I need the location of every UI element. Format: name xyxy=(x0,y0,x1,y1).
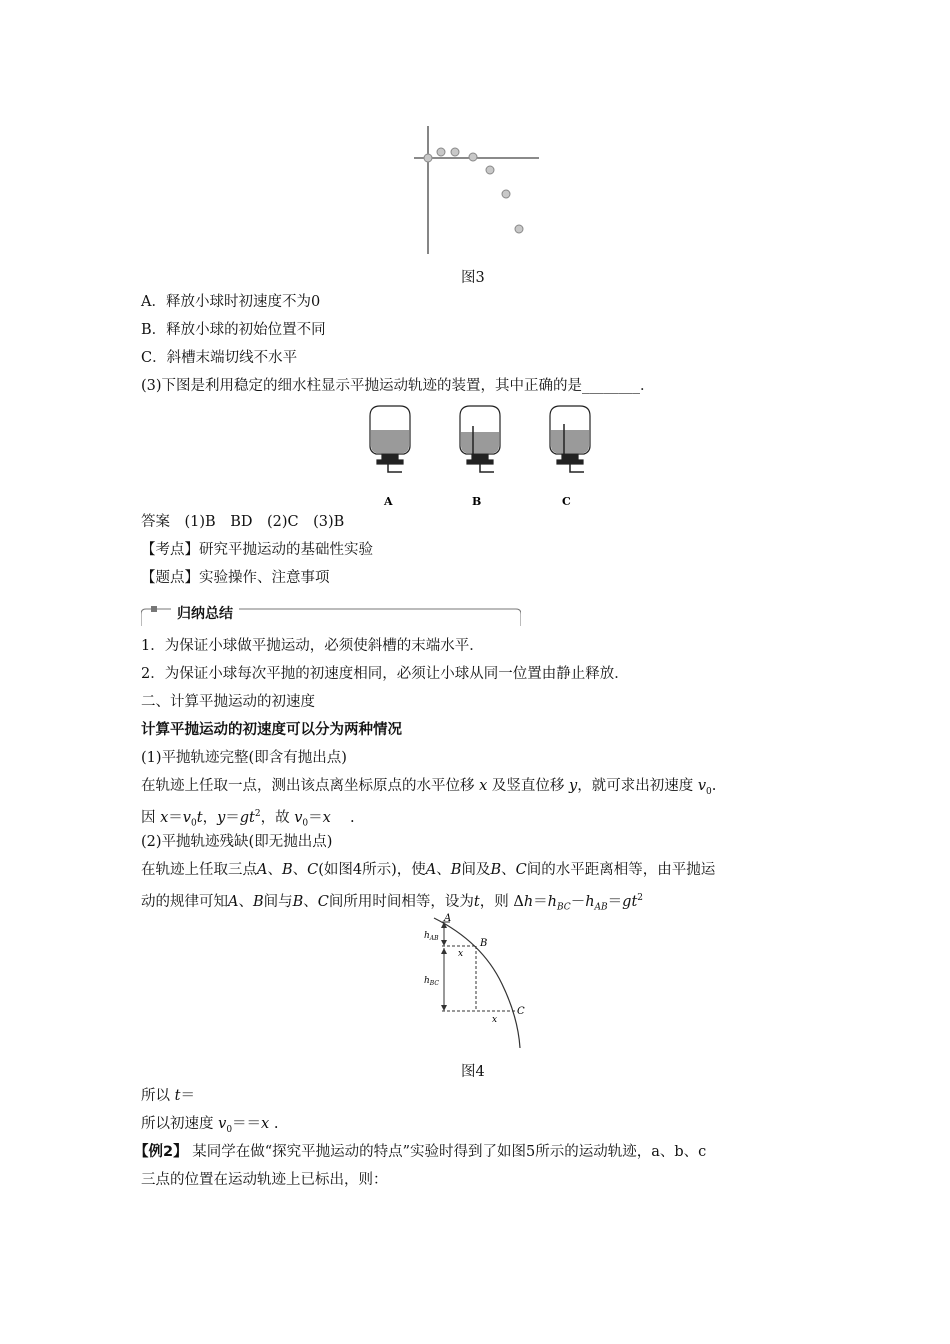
conclusion-1: 所以 t＝ xyxy=(141,1088,195,1104)
case-1-formula: 因 $x=v_0t$，$y=gt^2$，故 $v_0=x$ . xyxy=(141,809,355,829)
ball-7 xyxy=(515,225,523,233)
example-2-tag: 【例2】 xyxy=(134,1144,188,1160)
ball-1 xyxy=(424,154,432,162)
case-2-line-1: 在轨迹上任取三点A、B、C(如图4所示)，使A、B间及B、C间的水平距离相等，由平抛运 xyxy=(141,862,716,878)
bottle-c xyxy=(550,406,590,472)
bottle-label-c: C xyxy=(562,495,571,508)
summary-title: 归纳总结 xyxy=(171,603,239,623)
bottle-label-b: B xyxy=(472,495,482,508)
example-2-line-1: 【例2】 某同学在做“探究平抛运动的特点”实验时得到了如图5所示的运动轨迹，a、b、c xyxy=(134,1144,707,1160)
figure-4-caption: 图4 xyxy=(461,1064,485,1080)
option-c: C．斜槽末端切线不水平 xyxy=(141,350,298,366)
option-a: A．释放小球时初速度不为0 xyxy=(141,294,321,310)
bottle-a xyxy=(370,406,410,472)
label-hab: $h_{AB}$ xyxy=(424,931,439,942)
label-a: A xyxy=(444,913,452,924)
label-b: B xyxy=(480,938,488,949)
label-x-top: x xyxy=(458,949,464,959)
question-3: (3)下图是利用稳定的细水柱显示平抛运动轨迹的装置，其中正确的是________． xyxy=(141,378,655,394)
case-2-title: (2)平抛轨迹残缺(即无抛出点) xyxy=(141,834,333,850)
label-x-bottom: x xyxy=(492,1015,498,1025)
ball-6 xyxy=(502,190,510,198)
ball-5 xyxy=(486,166,494,174)
bottle-b xyxy=(460,406,500,472)
summary-header xyxy=(141,606,521,628)
figure-3-caption: 图3 xyxy=(461,270,485,286)
option-b: B．释放小球的初始位置不同 xyxy=(141,322,326,338)
summary-item-2: 2．为保证小球每次平抛的初速度相同，必须让小球从同一位置由静止释放． xyxy=(141,666,629,682)
figure-4 xyxy=(420,912,540,1052)
ball-4 xyxy=(469,153,477,161)
answer: 答案 (1)B BD (2)C (3)B xyxy=(141,514,345,530)
ball-2 xyxy=(437,148,445,156)
conclusion-2: 所以初速度 $v_0==x$ . xyxy=(141,1116,279,1135)
label-hbc: $h_{BC}$ xyxy=(424,976,439,987)
trajectory-curve xyxy=(434,918,520,1048)
section-2-subheading: 计算平抛运动的初速度可以分为两种情况 xyxy=(141,722,402,738)
case-2-line-2: 动的规律可知A、B间与B、C间所用时间相等，设为t，则 $\Delta h=h_{BC}-h_{AB}=gt^2$ xyxy=(141,893,643,913)
figure-3 xyxy=(400,120,550,260)
label-c: C xyxy=(517,1006,525,1017)
tidian: 【题点】实验操作、注意事项 xyxy=(141,570,330,586)
bottle-label-a: A xyxy=(384,495,393,508)
example-2-line-2: 三点的位置在运动轨迹上已标出，则： xyxy=(141,1172,388,1188)
section-2-heading: 二、计算平抛运动的初速度 xyxy=(141,694,315,710)
kaodian: 【考点】研究平抛运动的基础性实验 xyxy=(141,542,373,558)
case-1-text: 在轨迹上任取一点，测出该点离坐标原点的水平位移 x 及竖直位移 y，就可求出初速度 $v_0$. xyxy=(141,778,717,797)
ball-3 xyxy=(451,148,459,156)
bottles-figure xyxy=(360,402,600,512)
case-1-title: (1)平抛轨迹完整(即含有抛出点) xyxy=(141,750,347,766)
summary-item-1: 1．为保证小球做平抛运动，必须使斜槽的末端水平． xyxy=(141,638,484,654)
